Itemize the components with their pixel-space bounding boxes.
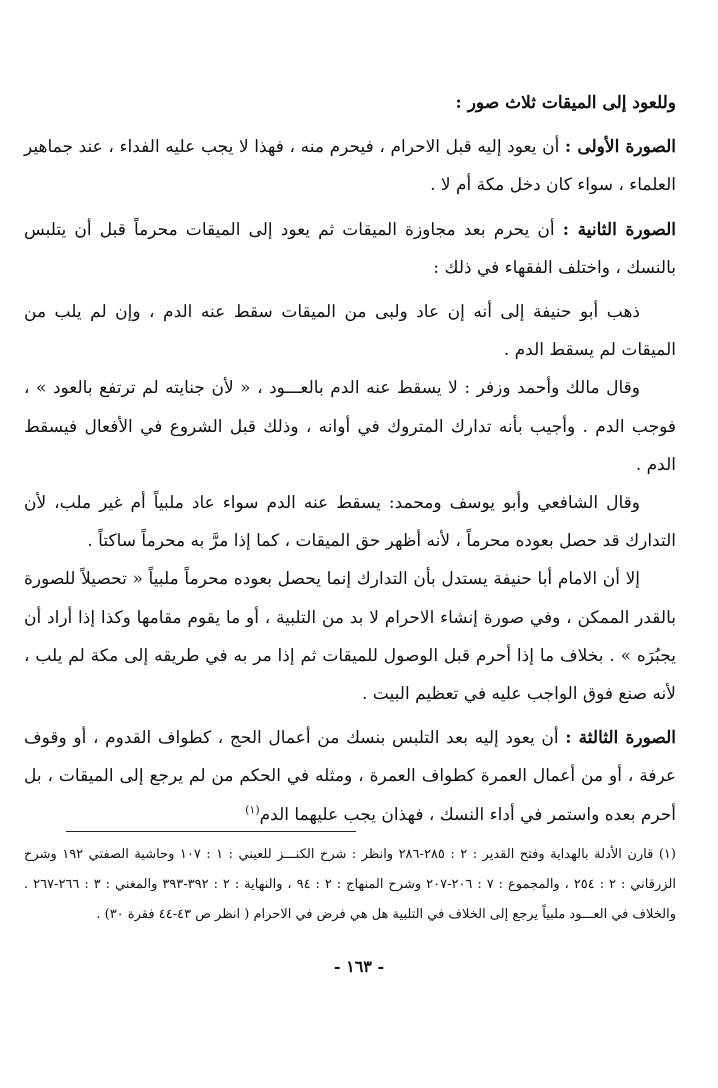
image3-title: الصورة الثالثة : [565,728,676,749]
main-text [24,84,676,834]
page-number: - ١٦٣ - [333,957,385,976]
image2-paragraph [24,211,676,287]
image1-text: أن يعود إليه قبل الاحرام ، فيحرم منه ، فهذا لا يجب عليه الفداء ، عند جماهير العلماء ، سواء كان دخل مكة أم لا . [24,137,676,196]
malik-paragraph: وقال مالك وأحمد وزفر : لا يسقط عنه الدم بالعـــود ، « لأن جنايته لم ترتفع بالعود » ، فوجب الدم . وأجيب بأنه تدارك المتروك في أوانه ، وذلك قبل الشروع في الأفعال فيسقط الدم . [24,378,676,475]
image1-title: الصورة الأولى : [564,137,676,158]
footnote-separator [66,831,356,832]
footnote-1: (١) قارن الأدلة بالهداية وفتح القدير : ٢ : ٢٨٥-٢٨٦ وانظر : شرح الكنـــز للعيني : ١ : ١٠٧ وحاشية الصفتي ١٩٢ وشرح الزرقاني : ٢ : ٢٥٤ ، والمجموع : ٧ : ٢٠٦-٢٠٧ وشرح المنهاج : ٢ : ٩٤ ، والنهاية : ٢ : ٣٩٢-٣٩٣ والمغني : ٣ : ٢٦٦-٢٦٧ . والخلاف في العـــود ملبياً يرجع إلى الخلاف في التلبية هل هي فرض في الاحرام ( انظر ص ٤٣-٤٤ فقرة ٣٠) . [24,847,676,922]
illa-paragraph: إلا أن الامام أبا حنيفة يستدل بأن التدارك إنما يحصل بعوده محرماً ملبياً « تحصيلاً للصورة بالقدر الممكن ، وفي صورة إنشاء الاحرام لا بد من التلبية ، أو ما يقوم مقامها وكذا إذا أراد أن يجبُرَه » . بخلاف ما إذا أحرم قبل الوصول للميقات ثم إذا مر به في طريقه إلى مكة لم يلب ، لأنه صنع فوق الواجب عليه في تعظيم البيت . [24,569,676,705]
image2-title: الصورة الثانية : [562,219,677,240]
abu-hanifa-paragraph: ذهب أبو حنيفة إلى أنه إن عاد ولبى من الميقات سقط عنه الدم ، وإن لم يلب من الميقات لم يسقط الدم . [24,302,676,361]
section-heading: وللعود إلى الميقات ثلاث صور : [455,93,676,113]
image1-paragraph [24,128,676,204]
image3-paragraph [24,719,676,834]
image3-text: أن يعود إليه بعد التلبس بنسك من أعمال الحج ، كطواف القدوم ، أو وقوف عرفة ، أو من أعمال العمرة كطواف العمرة ، ومثله في الحكم من لم يرجع إلى الميقات ، بل أحرم بعده واستمر في أداء النسك ، فهذان يجب عليهما الدم [24,728,676,825]
shafii-paragraph: وقال الشافعي وأبو يوسف ومحمد: يسقط عنه الدم سواء عاد ملبياً أم غير ملب، لأن التدارك قد حصل بعوده محرماً ، لأنه أظهر حق الميقات ، كما إذا مرَّ به محرماً ساكتاً . [24,493,676,552]
image2-text: أن يحرم بعد مجاوزة الميقات ثم يعود إلى الميقات محرماً قبل أن يتلبس بالنسك ، واختلف الفقهاء في ذلك : [24,219,676,278]
footnotes [24,840,676,930]
footnote-marker: (١) [245,803,260,816]
